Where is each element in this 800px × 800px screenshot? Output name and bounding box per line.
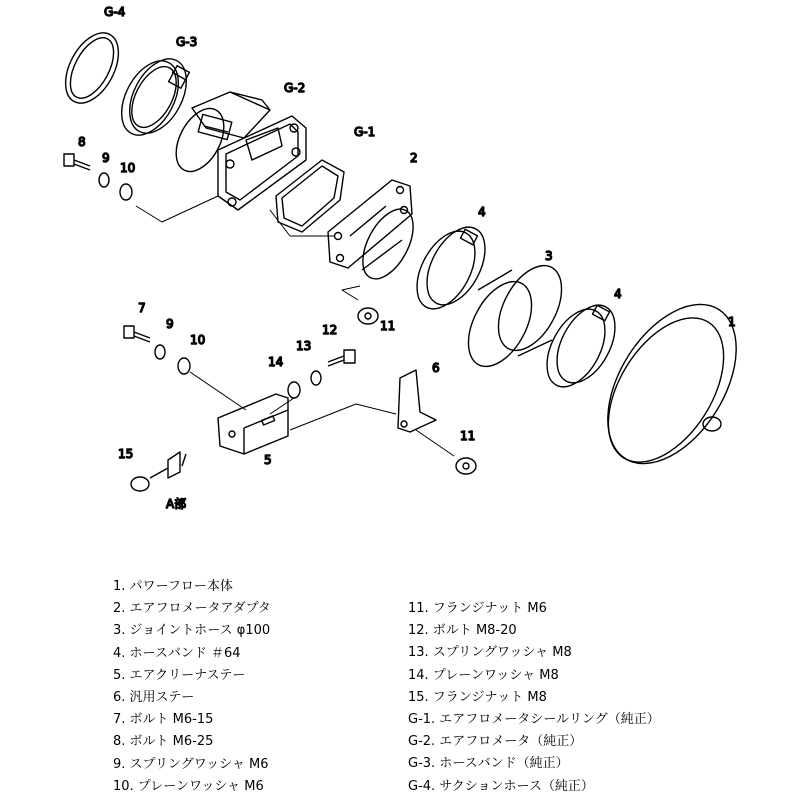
parts-list-item: 6. 汎用ステー bbox=[113, 690, 195, 706]
callout-9-upper: 9 bbox=[102, 151, 110, 165]
parts-list-item: 15. フランジナット M8 bbox=[408, 689, 547, 705]
air-flow-meter-g2 bbox=[166, 92, 306, 210]
bolt-m8-20 bbox=[328, 350, 355, 366]
plain-washer-m8 bbox=[288, 382, 300, 398]
parts-list-item: 10. プレーンワッシャ M6 bbox=[113, 778, 264, 794]
parts-list-left bbox=[113, 576, 271, 798]
parts-list-item: 11. フランジナット M6 bbox=[408, 601, 547, 616]
spring-washer-m6-upper bbox=[99, 173, 109, 187]
callout-4-lower: 4 bbox=[614, 287, 622, 301]
parts-list-item: 4. ホースバンド ＃64 bbox=[113, 645, 241, 661]
callout-3: 3 bbox=[545, 249, 553, 263]
general-stay bbox=[398, 370, 436, 432]
parts-list-item: 12. ボルト M8-20 bbox=[408, 623, 517, 639]
plain-washer-m6-lower bbox=[178, 358, 190, 374]
callout-4-upper: 4 bbox=[478, 205, 486, 219]
callout-g1: G-1 bbox=[354, 125, 376, 139]
parts-list-item: G-4. サクションホース（純正） bbox=[408, 778, 594, 794]
hose-band-g3 bbox=[110, 49, 198, 144]
flange-nut-m6-lower bbox=[456, 458, 476, 474]
parts-list-item: 8. ボルト M6-25 bbox=[113, 734, 214, 750]
callout-6: 6 bbox=[432, 361, 440, 375]
callout-g3: G-3 bbox=[176, 35, 198, 49]
suction-hose-ring-g4 bbox=[55, 24, 130, 112]
leader-lines bbox=[136, 196, 454, 456]
callout-11-upper: 11 bbox=[380, 319, 396, 333]
parts-list-item: 2. エアフロメータアダプタ bbox=[113, 601, 271, 617]
parts-list-item: 1. パワーフロー本体 bbox=[113, 579, 233, 594]
callout-1: 1 bbox=[728, 315, 736, 329]
detail-a-fastener bbox=[131, 452, 186, 491]
callout-9-lower: 9 bbox=[166, 317, 174, 331]
parts-list-item: 7. ボルト M6-15 bbox=[113, 712, 214, 728]
parts-list-right bbox=[408, 598, 660, 798]
spring-washer-m6-lower bbox=[155, 345, 165, 359]
air-cleaner-stay bbox=[218, 394, 288, 454]
callout-10-lower: 10 bbox=[190, 333, 206, 347]
hose-band-upper bbox=[405, 218, 497, 319]
parts-list-item: 9. スプリングワッシャ M6 bbox=[113, 756, 269, 772]
plain-washer-m6-upper bbox=[120, 184, 132, 200]
bolt-m6-15 bbox=[124, 326, 150, 342]
callout-7: 7 bbox=[138, 301, 146, 315]
callout-g4: G-4 bbox=[104, 5, 126, 19]
bolt-m6-25 bbox=[64, 154, 90, 170]
callout-12: 12 bbox=[322, 323, 338, 337]
parts-list-item: G-3. ホースバンド（純正） bbox=[408, 756, 569, 772]
parts-list-item: 5. エアクリーナステー bbox=[113, 667, 246, 683]
hose-band-lower bbox=[535, 296, 627, 397]
callout-14: 14 bbox=[268, 355, 284, 369]
callout-11-lower: 11 bbox=[460, 429, 476, 443]
callout-15: 15 bbox=[118, 447, 134, 461]
seal-ring-g1 bbox=[276, 160, 344, 232]
callout-2: 2 bbox=[410, 151, 418, 165]
parts-list-item: 3. ジョイントホース φ100 bbox=[113, 623, 271, 639]
callout-13: 13 bbox=[296, 339, 312, 353]
parts-list-item: 14. プレーンワッシャ M8 bbox=[408, 667, 559, 683]
parts-list-item: G-1. エアフロメータシールリング（純正） bbox=[408, 712, 660, 728]
callout-g2: G-2 bbox=[284, 81, 306, 95]
callout-8: 8 bbox=[78, 135, 86, 149]
detail-a-label: A部 bbox=[166, 497, 187, 511]
parts-list-item: 13. スプリングワッシャ M8 bbox=[408, 645, 572, 661]
air-flow-meter-adapter bbox=[328, 180, 423, 287]
spring-washer-m8 bbox=[311, 371, 321, 385]
flange-nut-m6-upper bbox=[358, 308, 378, 324]
callout-5: 5 bbox=[264, 453, 272, 467]
callout-10-upper: 10 bbox=[120, 161, 136, 175]
parts-list-item: G-2. エアフロメータ（純正） bbox=[408, 734, 583, 750]
